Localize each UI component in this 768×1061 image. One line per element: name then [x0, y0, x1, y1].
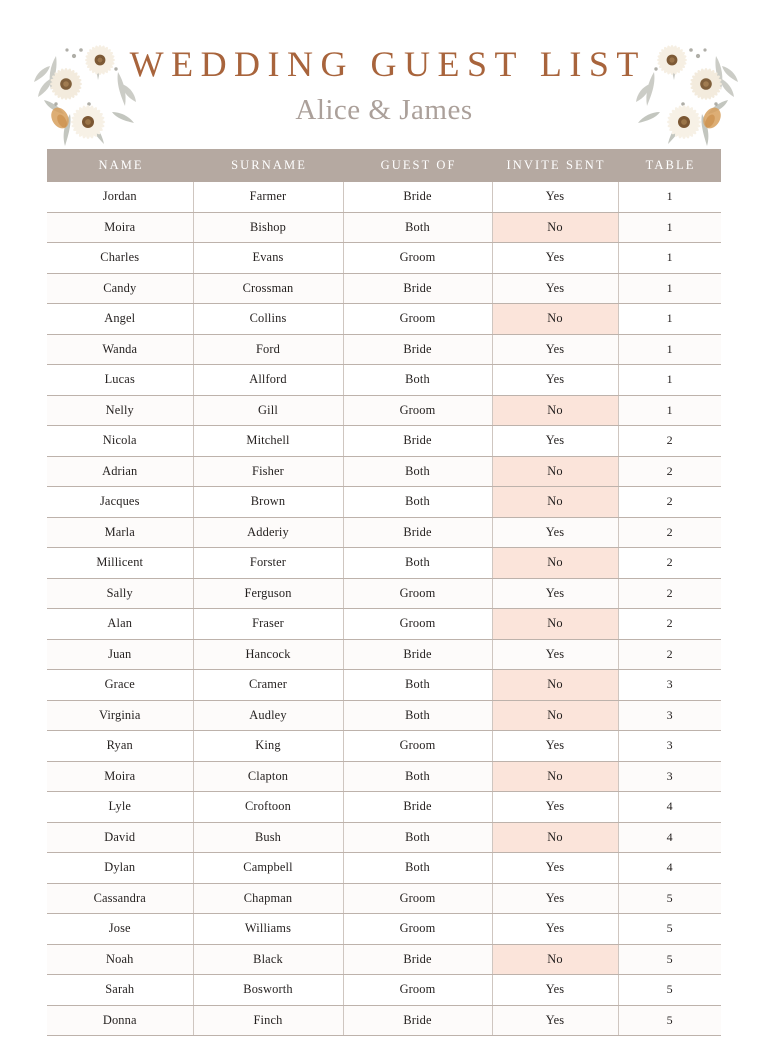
- guest-name-cell: Lyle: [47, 792, 193, 823]
- guest-of-cell: Both: [343, 456, 492, 487]
- guest-surname-cell: Bosworth: [193, 975, 343, 1006]
- table-number-cell: 4: [618, 822, 721, 853]
- guest-name-cell: Jose: [47, 914, 193, 945]
- table-number-cell: 1: [618, 212, 721, 243]
- table-number-cell: 5: [618, 914, 721, 945]
- guest-surname-cell: Chapman: [193, 883, 343, 914]
- table-row: [47, 487, 721, 518]
- invite-sent-cell: No: [492, 609, 618, 640]
- guest-name-cell: Jordan: [47, 182, 193, 212]
- table-number-cell: 1: [618, 273, 721, 304]
- table-number-cell: 2: [618, 578, 721, 609]
- guest-of-cell: Groom: [343, 883, 492, 914]
- guest-of-cell: Bride: [343, 639, 492, 670]
- table-number-cell: 3: [618, 731, 721, 762]
- table-row: [47, 365, 721, 396]
- couple-names-subtitle: Alice & James: [295, 94, 473, 126]
- table-row: [47, 517, 721, 548]
- guest-of-cell: Groom: [343, 975, 492, 1006]
- table-row: [47, 883, 721, 914]
- guest-name-cell: Adrian: [47, 456, 193, 487]
- table-body: [47, 182, 721, 1036]
- table-row: [47, 639, 721, 670]
- table-number-cell: 2: [618, 456, 721, 487]
- guest-surname-cell: Ford: [193, 334, 343, 365]
- guest-surname-cell: Fraser: [193, 609, 343, 640]
- guest-name-cell: Nelly: [47, 395, 193, 426]
- guest-surname-cell: Allford: [193, 365, 343, 396]
- guest-list-table-container: [47, 149, 721, 1036]
- guest-surname-cell: Black: [193, 944, 343, 975]
- guest-surname-cell: Bishop: [193, 212, 343, 243]
- column-header-invite-sent: INVITE SENT: [492, 149, 618, 182]
- guest-surname-cell: Farmer: [193, 182, 343, 212]
- table-row: [47, 212, 721, 243]
- guest-of-cell: Both: [343, 670, 492, 701]
- table-number-cell: 4: [618, 853, 721, 884]
- invite-sent-cell: Yes: [492, 731, 618, 762]
- guest-name-cell: Noah: [47, 944, 193, 975]
- guest-name-cell: Charles: [47, 243, 193, 274]
- guest-of-cell: Bride: [343, 334, 492, 365]
- invite-sent-cell: Yes: [492, 243, 618, 274]
- table-number-cell: 5: [618, 883, 721, 914]
- guest-surname-cell: King: [193, 731, 343, 762]
- table-row: [47, 853, 721, 884]
- guest-surname-cell: Croftoon: [193, 792, 343, 823]
- guest-of-cell: Both: [343, 822, 492, 853]
- guest-name-cell: Virginia: [47, 700, 193, 731]
- guest-name-cell: Moira: [47, 212, 193, 243]
- document-header: [0, 0, 768, 148]
- table-number-cell: 3: [618, 670, 721, 701]
- guest-of-cell: Bride: [343, 517, 492, 548]
- guest-name-cell: Dylan: [47, 853, 193, 884]
- table-number-cell: 5: [618, 1005, 721, 1036]
- guest-of-cell: Both: [343, 853, 492, 884]
- floral-bouquet-icon-right: [628, 26, 746, 148]
- invite-sent-cell: Yes: [492, 1005, 618, 1036]
- table-number-cell: 3: [618, 700, 721, 731]
- guest-of-cell: Bride: [343, 944, 492, 975]
- table-row: [47, 456, 721, 487]
- guest-name-cell: Millicent: [47, 548, 193, 579]
- guest-of-cell: Both: [343, 212, 492, 243]
- table-row: [47, 609, 721, 640]
- table-row: [47, 670, 721, 701]
- invite-sent-cell: No: [492, 822, 618, 853]
- invite-sent-cell: No: [492, 944, 618, 975]
- guest-surname-cell: Bush: [193, 822, 343, 853]
- table-number-cell: 2: [618, 609, 721, 640]
- invite-sent-cell: No: [492, 670, 618, 701]
- guest-of-cell: Bride: [343, 182, 492, 212]
- table-header: [47, 149, 721, 182]
- guest-name-cell: Donna: [47, 1005, 193, 1036]
- guest-of-cell: Groom: [343, 304, 492, 335]
- guest-of-cell: Groom: [343, 731, 492, 762]
- table-number-cell: 1: [618, 395, 721, 426]
- guest-name-cell: Grace: [47, 670, 193, 701]
- invite-sent-cell: No: [492, 487, 618, 518]
- guest-name-cell: Ryan: [47, 731, 193, 762]
- guest-name-cell: Sarah: [47, 975, 193, 1006]
- table-row: [47, 334, 721, 365]
- guest-list-table: [47, 149, 721, 1036]
- table-row: [47, 243, 721, 274]
- guest-of-cell: Both: [343, 548, 492, 579]
- table-number-cell: 2: [618, 487, 721, 518]
- table-row: [47, 731, 721, 762]
- table-number-cell: 1: [618, 365, 721, 396]
- table-number-cell: 1: [618, 182, 721, 212]
- table-row: [47, 700, 721, 731]
- invite-sent-cell: No: [492, 761, 618, 792]
- invite-sent-cell: No: [492, 548, 618, 579]
- table-row: [47, 426, 721, 457]
- guest-of-cell: Bride: [343, 273, 492, 304]
- table-row: [47, 792, 721, 823]
- invite-sent-cell: Yes: [492, 578, 618, 609]
- invite-sent-cell: No: [492, 304, 618, 335]
- guest-surname-cell: Adderiy: [193, 517, 343, 548]
- invite-sent-cell: Yes: [492, 334, 618, 365]
- guest-surname-cell: Audley: [193, 700, 343, 731]
- table-number-cell: 5: [618, 975, 721, 1006]
- page-title: WEDDING GUEST LIST: [129, 44, 646, 84]
- guest-of-cell: Groom: [343, 395, 492, 426]
- table-number-cell: 4: [618, 792, 721, 823]
- table-number-cell: 1: [618, 334, 721, 365]
- guest-of-cell: Groom: [343, 609, 492, 640]
- guest-of-cell: Bride: [343, 1005, 492, 1036]
- table-row: [47, 761, 721, 792]
- table-row: [47, 273, 721, 304]
- table-row: [47, 395, 721, 426]
- invite-sent-cell: Yes: [492, 639, 618, 670]
- guest-surname-cell: Forster: [193, 548, 343, 579]
- guest-surname-cell: Hancock: [193, 639, 343, 670]
- guest-surname-cell: Clapton: [193, 761, 343, 792]
- table-number-cell: 3: [618, 761, 721, 792]
- guest-surname-cell: Collins: [193, 304, 343, 335]
- guest-of-cell: Bride: [343, 792, 492, 823]
- guest-of-cell: Both: [343, 700, 492, 731]
- table-row: [47, 578, 721, 609]
- guest-of-cell: Bride: [343, 426, 492, 457]
- table-number-cell: 2: [618, 426, 721, 457]
- invite-sent-cell: Yes: [492, 517, 618, 548]
- invite-sent-cell: Yes: [492, 365, 618, 396]
- column-header-surname: SURNAME: [193, 149, 343, 182]
- guest-name-cell: Marla: [47, 517, 193, 548]
- table-row: [47, 914, 721, 945]
- table-number-cell: 1: [618, 304, 721, 335]
- table-number-cell: 2: [618, 548, 721, 579]
- guest-name-cell: Sally: [47, 578, 193, 609]
- guest-name-cell: Moira: [47, 761, 193, 792]
- invite-sent-cell: Yes: [492, 975, 618, 1006]
- guest-surname-cell: Crossman: [193, 273, 343, 304]
- column-header-table: TABLE: [618, 149, 721, 182]
- table-number-cell: 1: [618, 243, 721, 274]
- guest-name-cell: Jacques: [47, 487, 193, 518]
- guest-of-cell: Groom: [343, 578, 492, 609]
- table-number-cell: 5: [618, 944, 721, 975]
- guest-name-cell: Wanda: [47, 334, 193, 365]
- table-row: [47, 975, 721, 1006]
- invite-sent-cell: Yes: [492, 792, 618, 823]
- table-row: [47, 304, 721, 335]
- guest-of-cell: Both: [343, 761, 492, 792]
- guest-surname-cell: Finch: [193, 1005, 343, 1036]
- invite-sent-cell: Yes: [492, 182, 618, 212]
- column-header-name: NAME: [47, 149, 193, 182]
- guest-name-cell: David: [47, 822, 193, 853]
- invite-sent-cell: Yes: [492, 914, 618, 945]
- invite-sent-cell: No: [492, 395, 618, 426]
- guest-surname-cell: Fisher: [193, 456, 343, 487]
- table-number-cell: 2: [618, 517, 721, 548]
- table-row: [47, 182, 721, 212]
- guest-name-cell: Alan: [47, 609, 193, 640]
- guest-surname-cell: Gill: [193, 395, 343, 426]
- invite-sent-cell: No: [492, 212, 618, 243]
- guest-name-cell: Angel: [47, 304, 193, 335]
- guest-surname-cell: Ferguson: [193, 578, 343, 609]
- guest-surname-cell: Brown: [193, 487, 343, 518]
- guest-name-cell: Lucas: [47, 365, 193, 396]
- table-row: [47, 944, 721, 975]
- guest-surname-cell: Mitchell: [193, 426, 343, 457]
- invite-sent-cell: Yes: [492, 883, 618, 914]
- guest-name-cell: Candy: [47, 273, 193, 304]
- table-number-cell: 2: [618, 639, 721, 670]
- guest-name-cell: Cassandra: [47, 883, 193, 914]
- guest-surname-cell: Evans: [193, 243, 343, 274]
- table-row: [47, 822, 721, 853]
- guest-surname-cell: Campbell: [193, 853, 343, 884]
- table-row: [47, 548, 721, 579]
- guest-name-cell: Nicola: [47, 426, 193, 457]
- invite-sent-cell: No: [492, 456, 618, 487]
- guest-of-cell: Both: [343, 487, 492, 518]
- guest-of-cell: Groom: [343, 914, 492, 945]
- guest-name-cell: Juan: [47, 639, 193, 670]
- table-header-row: [47, 149, 721, 182]
- column-header-guest-of: GUEST OF: [343, 149, 492, 182]
- invite-sent-cell: Yes: [492, 426, 618, 457]
- guest-of-cell: Both: [343, 365, 492, 396]
- invite-sent-cell: No: [492, 700, 618, 731]
- guest-surname-cell: Cramer: [193, 670, 343, 701]
- table-row: [47, 1005, 721, 1036]
- guest-of-cell: Groom: [343, 243, 492, 274]
- guest-surname-cell: Williams: [193, 914, 343, 945]
- invite-sent-cell: Yes: [492, 273, 618, 304]
- invite-sent-cell: Yes: [492, 853, 618, 884]
